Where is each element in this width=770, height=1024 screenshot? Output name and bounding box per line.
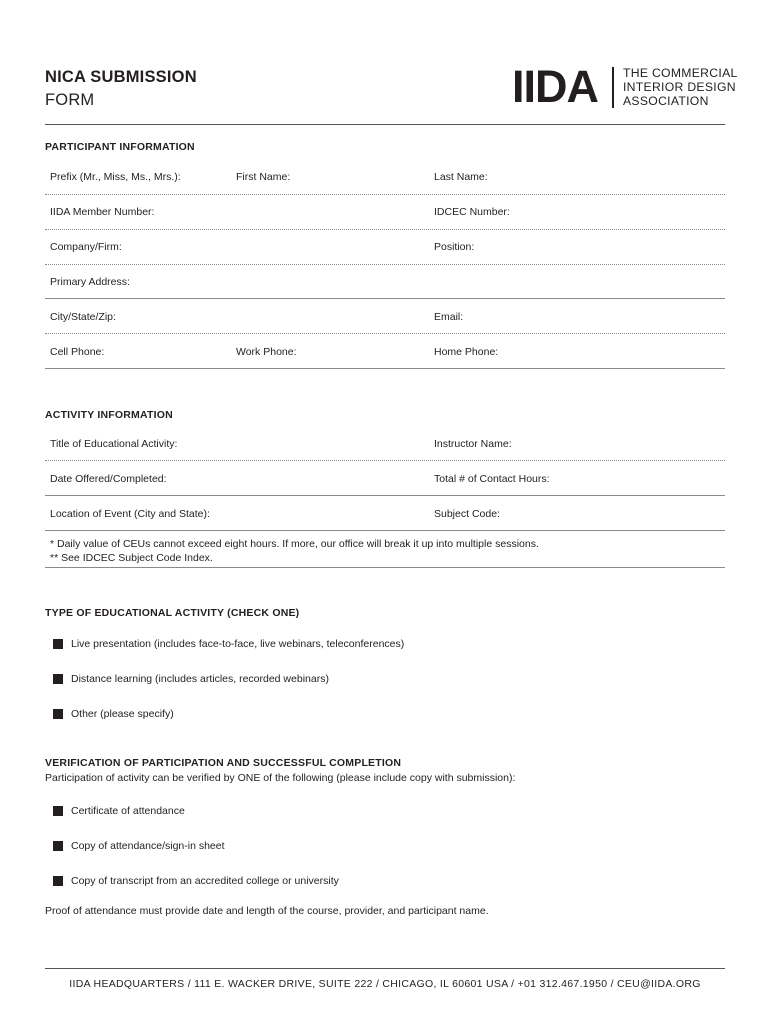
location-row-line xyxy=(45,530,725,531)
last-name-label: Last Name: xyxy=(434,171,488,183)
contact-hours-label: Total # of Contact Hours: xyxy=(434,473,550,485)
other-label: Other (please specify) xyxy=(71,708,174,720)
logo-line-1: THE COMMERCIAL xyxy=(623,66,738,80)
location-label: Location of Event (City and State): xyxy=(50,508,210,520)
certificate-label: Certificate of attendance xyxy=(71,805,185,817)
live-presentation-label: Live presentation (includes face-to-face, live webinars, teleconferences) xyxy=(71,638,405,650)
subject-code-label: Subject Code: xyxy=(434,508,500,520)
activity-title-label: Title of Educational Activity: xyxy=(50,438,178,450)
logo-line-3: ASSOCIATION xyxy=(623,94,709,108)
member-row-line xyxy=(45,229,725,230)
title-row-line xyxy=(45,460,725,461)
cell-phone-label: Cell Phone: xyxy=(50,346,105,358)
footer-divider xyxy=(45,968,725,969)
certificate-checkbox[interactable] xyxy=(53,806,63,816)
company-label: Company/Firm: xyxy=(50,241,122,253)
member-number-label: IIDA Member Number: xyxy=(50,206,155,218)
idcec-number-label: IDCEC Number: xyxy=(434,206,510,218)
live-presentation-checkbox[interactable] xyxy=(53,639,63,649)
phone-row-line xyxy=(45,368,725,369)
distance-learning-checkbox[interactable] xyxy=(53,674,63,684)
city-row-line xyxy=(45,333,725,334)
instructor-label: Instructor Name: xyxy=(434,438,512,450)
participant-heading: PARTICIPANT INFORMATION xyxy=(45,141,195,153)
address-row-line xyxy=(45,298,725,299)
type-heading: TYPE OF EDUCATIONAL ACTIVITY (CHECK ONE) xyxy=(45,607,300,619)
verification-heading: VERIFICATION OF PARTICIPATION AND SUCCESSFUL COMPLETION xyxy=(45,757,402,769)
transcript-label: Copy of transcript from an accredited college or university xyxy=(71,875,339,887)
date-row-line xyxy=(45,495,725,496)
transcript-checkbox[interactable] xyxy=(53,876,63,886)
logo-tagline xyxy=(623,66,738,108)
position-label: Position: xyxy=(434,241,475,253)
footer-address: IIDA HEADQUARTERS / 111 E. WACKER DRIVE, SUITE 222 / CHICAGO, IL 60601 USA / +01 312.467.1950 / CEU@IIDA.ORG xyxy=(69,978,701,990)
prefix-label: Prefix (Mr., Miss, Ms., Mrs.): xyxy=(50,171,181,183)
form-title: NICA SUBMISSION xyxy=(45,68,197,86)
logo-divider xyxy=(612,67,614,108)
verification-intro: Participation of activity can be verified by ONE of the following (please include copy with submission): xyxy=(45,772,516,784)
form-subtitle: FORM xyxy=(45,91,95,109)
other-checkbox[interactable] xyxy=(53,709,63,719)
distance-learning-label: Distance learning (includes articles, recorded webinars) xyxy=(71,673,329,685)
attendance-sheet-label: Copy of attendance/sign-in sheet xyxy=(71,840,225,852)
header-divider xyxy=(45,124,725,125)
work-phone-label: Work Phone: xyxy=(236,346,297,358)
address-label: Primary Address: xyxy=(50,276,130,288)
company-row-line xyxy=(45,264,725,265)
date-label: Date Offered/Completed: xyxy=(50,473,167,485)
iida-logo: IIDA xyxy=(512,61,598,112)
ceu-note: * Daily value of CEUs cannot exceed eight hours. If more, our office will break it up into multiple sessions. xyxy=(50,538,539,550)
proof-note: Proof of attendance must provide date and length of the course, provider, and participant name. xyxy=(45,905,489,917)
home-phone-label: Home Phone: xyxy=(434,346,499,358)
activity-heading: ACTIVITY INFORMATION xyxy=(45,409,173,421)
city-state-zip-label: City/State/Zip: xyxy=(50,311,116,323)
email-label: Email: xyxy=(434,311,464,323)
prefix-row-line xyxy=(45,194,725,195)
first-name-label: First Name: xyxy=(236,171,291,183)
logo-line-2: INTERIOR DESIGN xyxy=(623,80,736,94)
subject-code-note: ** See IDCEC Subject Code Index. xyxy=(50,552,213,564)
notes-divider xyxy=(45,567,725,568)
attendance-sheet-checkbox[interactable] xyxy=(53,841,63,851)
